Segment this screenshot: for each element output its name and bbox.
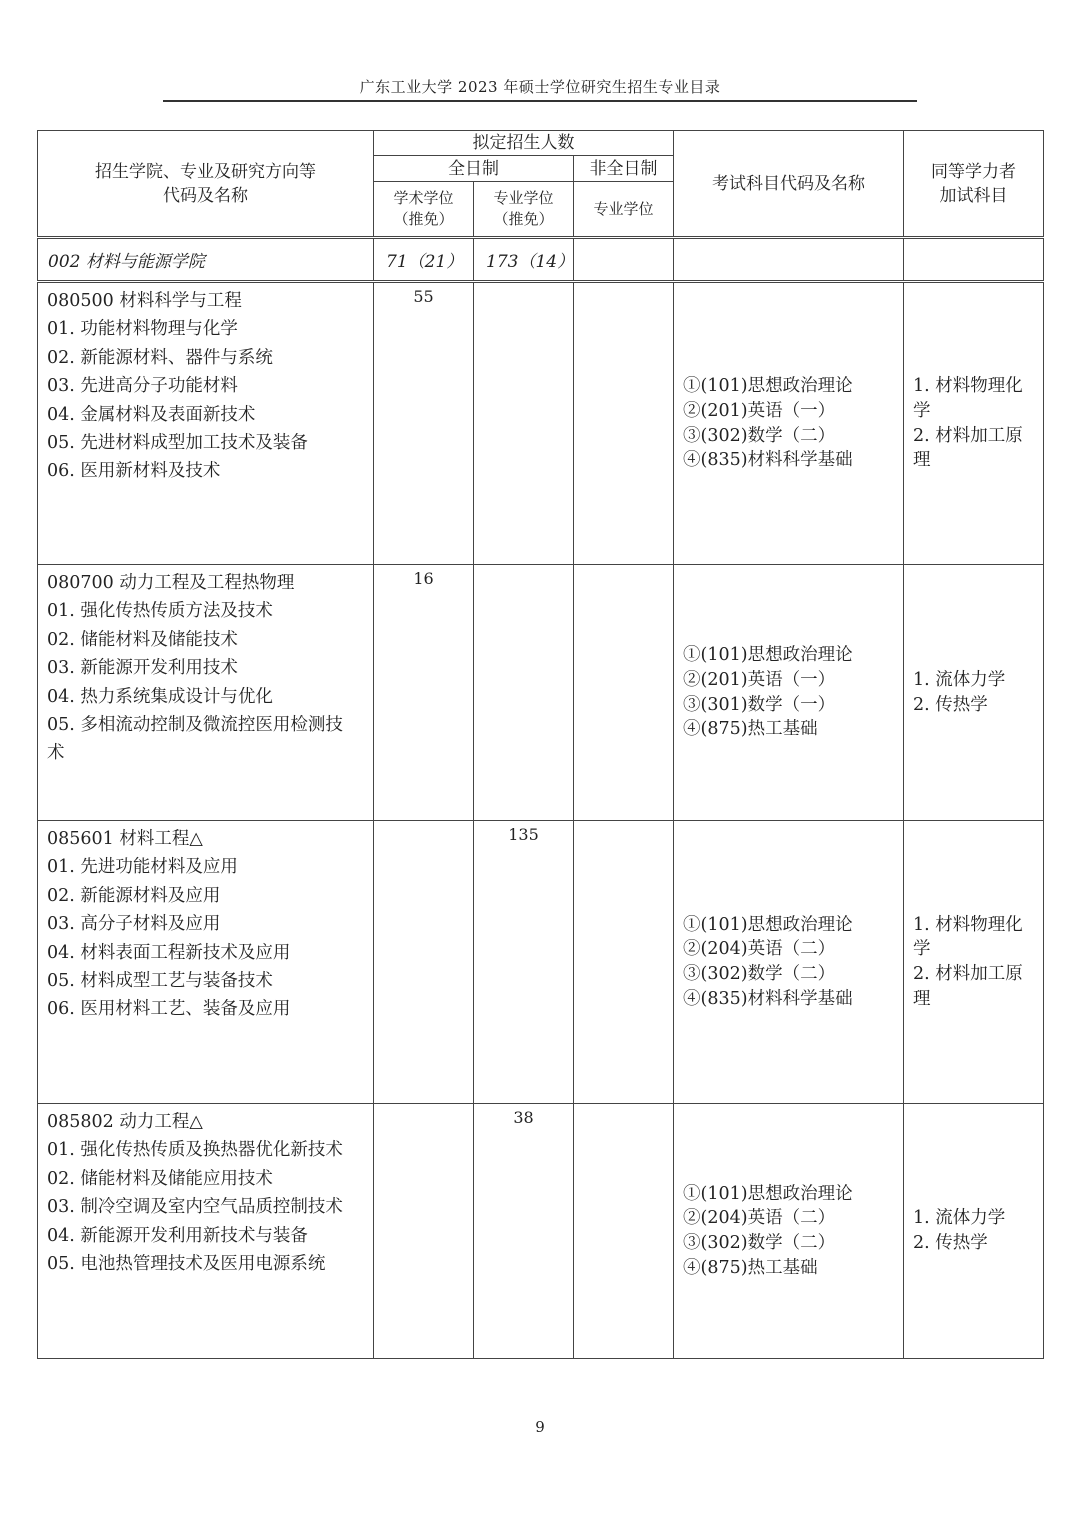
- header-fulltime: 全日制: [374, 156, 574, 182]
- extra-item: 理: [913, 450, 931, 471]
- direction-item: 03. 新能源开发利用技术: [47, 658, 238, 679]
- exam-subjects: [674, 565, 904, 821]
- direction-item: 05. 多相流动控制及微流控医用检测技: [47, 715, 343, 736]
- exam-subjects: [674, 1104, 904, 1359]
- header-professional-line1: 专业学位: [493, 189, 554, 207]
- exam-item: ③(302)数学（二）: [683, 964, 836, 984]
- college-exam: [674, 238, 904, 282]
- major-row: [38, 565, 1044, 821]
- header-quota: 拟定招生人数: [374, 131, 674, 156]
- header-professional: [474, 182, 574, 238]
- academic-quota: 55: [374, 282, 474, 565]
- direction-item: 01. 先进功能材料及应用: [47, 857, 238, 878]
- header-department-line1: 招生学院、专业及研究方向等: [95, 161, 316, 182]
- major-code: 085601 材料工程△: [47, 829, 203, 849]
- exam-item: ④(875)热工基础: [683, 1257, 818, 1278]
- direction-item: 05. 材料成型工艺与装备技术: [47, 971, 273, 992]
- direction-item: 02. 储能材料及储能应用技术: [47, 1168, 273, 1189]
- extra-item: 1. 材料物理化: [913, 914, 1023, 935]
- exam-item: ①(101)思想政治理论: [683, 1183, 853, 1204]
- extra-item: 2. 材料加工原: [913, 964, 1023, 984]
- exam-item: ④(875)热工基础: [683, 719, 818, 740]
- extra-item: 2. 传热学: [913, 1233, 988, 1253]
- exam-item: ④(835)材料科学基础: [683, 988, 853, 1009]
- exam-subjects: [674, 282, 904, 565]
- professional-quota: [474, 282, 574, 565]
- exam-item: ④(835)材料科学基础: [683, 450, 853, 471]
- extra-subjects: [904, 1104, 1044, 1359]
- major-row: [38, 821, 1044, 1104]
- exam-subjects: [674, 821, 904, 1104]
- header-exam: 考试科目代码及名称: [674, 131, 904, 238]
- extra-subjects: [904, 821, 1044, 1104]
- academic-quota: 16: [374, 565, 474, 821]
- college-academic-quota: 71（21）: [374, 238, 474, 282]
- college-row: [38, 238, 1044, 282]
- major-code: 080700 动力工程及工程热物理: [47, 573, 295, 593]
- extra-item: 学: [913, 939, 931, 960]
- direction-item: 02. 新能源材料及应用: [47, 885, 221, 906]
- major-info: [38, 282, 374, 565]
- college-name: 002 材料与能源学院: [38, 238, 374, 282]
- header-department: [38, 131, 374, 238]
- header-extra: [904, 131, 1044, 238]
- direction-item: 02. 新能源材料、器件与系统: [47, 347, 273, 368]
- exam-item: ②(201)英语（一）: [683, 669, 836, 690]
- direction-item: 03. 先进高分子功能材料: [47, 376, 238, 397]
- direction-item: 01. 强化传热传质方法及技术: [47, 601, 273, 622]
- major-info: [38, 565, 374, 821]
- college-parttime-quota: [574, 238, 674, 282]
- major-code: 085802 动力工程△: [47, 1112, 203, 1132]
- direction-item: 06. 医用材料工艺、装备及应用: [47, 999, 291, 1020]
- direction-item: 02. 储能材料及储能技术: [47, 629, 238, 650]
- exam-item: ③(302)数学（二）: [683, 1233, 836, 1253]
- page-title: 广东工业大学 2023 年硕士学位研究生招生专业目录: [359, 78, 721, 96]
- major-row: [38, 282, 1044, 565]
- extra-item: 1. 材料物理化: [913, 376, 1023, 397]
- major-code: 080500 材料科学与工程: [47, 291, 242, 311]
- direction-item: 01. 功能材料物理与化学: [47, 319, 238, 340]
- direction-item: 03. 高分子材料及应用: [47, 914, 221, 935]
- exam-item: ①(101)思想政治理论: [683, 914, 853, 935]
- exam-item: ②(204)英语（二）: [683, 1208, 836, 1229]
- extra-subjects: [904, 565, 1044, 821]
- direction-item: 05. 电池热管理技术及医用电源系统: [47, 1254, 326, 1275]
- professional-quota: 38: [474, 1104, 574, 1359]
- exam-item: ①(101)思想政治理论: [683, 376, 853, 397]
- extra-item: 2. 材料加工原: [913, 425, 1023, 446]
- professional-quota: 135: [474, 821, 574, 1104]
- direction-item: 04. 热力系统集成设计与优化: [47, 686, 273, 707]
- header-parttime: 非全日制: [574, 156, 674, 182]
- header-extra-line2: 加试科目: [939, 185, 1008, 206]
- parttime-quota: [574, 565, 674, 821]
- parttime-quota: [574, 282, 674, 565]
- enrollment-catalog-table: [37, 130, 1044, 1359]
- header-academic-line1: 学术学位: [393, 189, 454, 207]
- page-number: 9: [535, 1418, 545, 1436]
- parttime-quota: [574, 1104, 674, 1359]
- header-parttime-professional: 专业学位: [574, 182, 674, 238]
- major-row: [38, 1104, 1044, 1359]
- header-extra-line1: 同等学力者: [931, 161, 1017, 182]
- exam-item: ③(302)数学（二）: [683, 425, 836, 446]
- extra-subjects: [904, 282, 1044, 565]
- direction-item: 04. 新能源开发利用新技术与装备: [47, 1225, 308, 1246]
- direction-item: 01. 强化传热传质及换热器优化新技术: [47, 1140, 343, 1161]
- extra-item: 学: [913, 400, 931, 421]
- header-academic: [374, 182, 474, 238]
- direction-item: 03. 制冷空调及室内空气品质控制技术: [47, 1197, 343, 1218]
- extra-item: 2. 传热学: [913, 694, 988, 715]
- professional-quota: [474, 565, 574, 821]
- major-info: [38, 1104, 374, 1359]
- header-department-line2: 代码及名称: [163, 185, 248, 206]
- exam-item: ③(301)数学（一）: [683, 694, 836, 715]
- extra-item: 1. 流体力学: [913, 669, 1006, 690]
- parttime-quota: [574, 821, 674, 1104]
- header-professional-line2: （推免）: [493, 210, 554, 228]
- direction-item: 04. 金属材料及表面新技术: [47, 404, 256, 425]
- direction-item: 04. 材料表面工程新技术及应用: [47, 942, 291, 963]
- extra-item: 1. 流体力学: [913, 1208, 1006, 1229]
- extra-item: 理: [913, 988, 931, 1009]
- direction-item: 05. 先进材料成型加工技术及装备: [47, 433, 308, 454]
- exam-item: ②(201)英语（一）: [683, 400, 836, 421]
- direction-item: 06. 医用新材料及技术: [47, 461, 221, 482]
- academic-quota: [374, 1104, 474, 1359]
- college-extra: [904, 238, 1044, 282]
- academic-quota: [374, 821, 474, 1104]
- header-academic-line2: （推免）: [393, 210, 454, 228]
- college-professional-quota: 173（14）: [474, 238, 574, 282]
- exam-item: ②(204)英语（二）: [683, 939, 836, 960]
- direction-item: 术: [47, 743, 65, 764]
- exam-item: ①(101)思想政治理论: [683, 645, 853, 666]
- major-info: [38, 821, 374, 1104]
- page-header: [163, 76, 917, 102]
